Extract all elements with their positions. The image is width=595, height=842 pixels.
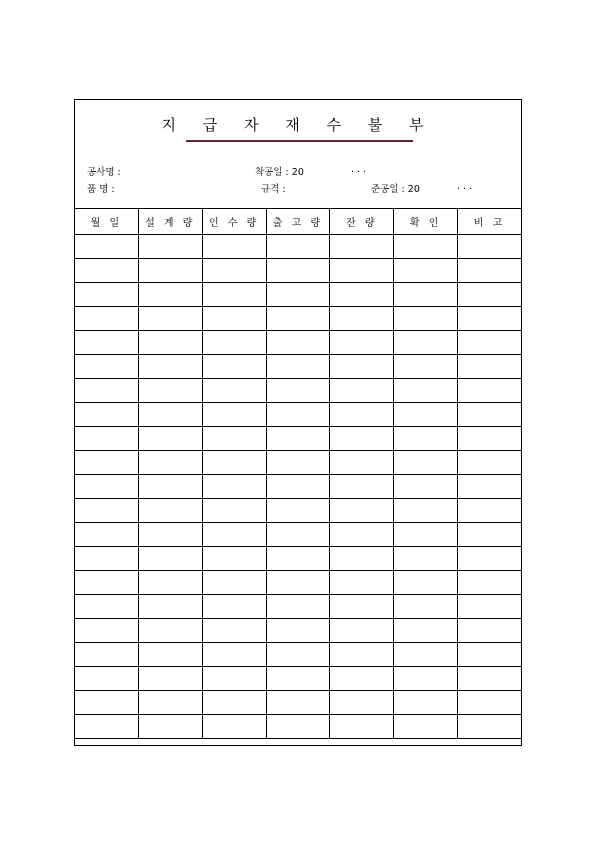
table-cell[interactable]: [138, 595, 202, 619]
table-row: [75, 499, 522, 523]
table-cell[interactable]: [330, 715, 394, 739]
completion-date-separators: . . .: [457, 181, 473, 192]
table-cell[interactable]: [75, 643, 139, 667]
table-row: [75, 379, 522, 403]
table-cell[interactable]: [266, 355, 330, 379]
table-cell[interactable]: [75, 619, 139, 643]
table-cell[interactable]: [330, 427, 394, 451]
table-cell[interactable]: [394, 403, 458, 427]
table-row: [75, 427, 522, 451]
col-header-issued-qty: 출 고 량: [266, 209, 330, 235]
table-cell[interactable]: [458, 379, 522, 403]
table-cell[interactable]: [330, 451, 394, 475]
table-cell[interactable]: [138, 307, 202, 331]
table-cell[interactable]: [458, 715, 522, 739]
table-cell[interactable]: [330, 643, 394, 667]
table-cell[interactable]: [394, 619, 458, 643]
table-cell[interactable]: [202, 379, 266, 403]
table-cell[interactable]: [394, 427, 458, 451]
table-cell[interactable]: [330, 307, 394, 331]
table-cell[interactable]: [458, 355, 522, 379]
table-cell[interactable]: [394, 499, 458, 523]
table-cell[interactable]: [202, 691, 266, 715]
table-cell[interactable]: [138, 235, 202, 259]
start-date-label: 착공일 : 20: [255, 167, 304, 178]
table-row: [75, 475, 522, 499]
col-header-date: 월 일: [75, 209, 139, 235]
table-cell[interactable]: [75, 427, 139, 451]
table-cell[interactable]: [138, 571, 202, 595]
table-cell[interactable]: [75, 259, 139, 283]
table-cell[interactable]: [394, 595, 458, 619]
ledger-table: [74, 208, 522, 739]
table-cell[interactable]: [458, 547, 522, 571]
table-cell[interactable]: [75, 283, 139, 307]
table-cell[interactable]: [394, 331, 458, 355]
table-cell[interactable]: [458, 475, 522, 499]
table-cell[interactable]: [138, 331, 202, 355]
table-cell[interactable]: [75, 307, 139, 331]
table-cell[interactable]: [138, 403, 202, 427]
table-row: [75, 355, 522, 379]
table-cell[interactable]: [330, 595, 394, 619]
ledger-form: [74, 99, 522, 746]
table-cell[interactable]: [330, 259, 394, 283]
table-cell[interactable]: [75, 571, 139, 595]
item-name-label: 품 명 :: [87, 184, 115, 195]
table-cell[interactable]: [330, 523, 394, 547]
table-cell[interactable]: [330, 619, 394, 643]
table-cell[interactable]: [330, 283, 394, 307]
table-row: [75, 523, 522, 547]
table-cell[interactable]: [330, 691, 394, 715]
table-row: [75, 619, 522, 643]
table-cell[interactable]: [202, 259, 266, 283]
table-cell[interactable]: [138, 259, 202, 283]
table-cell[interactable]: [202, 475, 266, 499]
project-name-label: 공사명 :: [87, 167, 121, 178]
table-row: [75, 403, 522, 427]
table-cell[interactable]: [458, 667, 522, 691]
table-cell[interactable]: [138, 475, 202, 499]
table-cell[interactable]: [138, 691, 202, 715]
table-cell[interactable]: [75, 667, 139, 691]
table-cell[interactable]: [394, 283, 458, 307]
table-cell[interactable]: [202, 595, 266, 619]
table-cell[interactable]: [266, 259, 330, 283]
table-cell[interactable]: [330, 499, 394, 523]
table-cell[interactable]: [394, 691, 458, 715]
table-cell[interactable]: [202, 331, 266, 355]
table-cell[interactable]: [394, 547, 458, 571]
table-cell[interactable]: [330, 667, 394, 691]
col-header-received-qty: 인 수 량: [202, 209, 266, 235]
table-row: [75, 451, 522, 475]
table-cell[interactable]: [75, 379, 139, 403]
table-cell[interactable]: [458, 691, 522, 715]
table-cell[interactable]: [138, 619, 202, 643]
table-cell[interactable]: [394, 667, 458, 691]
form-title: 지 급 자 재 수 불 부: [161, 116, 435, 134]
table-cell[interactable]: [458, 307, 522, 331]
table-row: [75, 259, 522, 283]
ledger-body: [75, 235, 522, 739]
table-cell[interactable]: [458, 331, 522, 355]
table-cell[interactable]: [138, 547, 202, 571]
table-cell[interactable]: [330, 331, 394, 355]
table-cell[interactable]: [75, 475, 139, 499]
col-header-design-qty: 설 계 량: [138, 209, 202, 235]
table-cell[interactable]: [138, 283, 202, 307]
table-cell[interactable]: [202, 499, 266, 523]
table-cell[interactable]: [330, 403, 394, 427]
table-cell[interactable]: [458, 427, 522, 451]
table-row: [75, 715, 522, 739]
table-cell[interactable]: [394, 259, 458, 283]
table-cell[interactable]: [458, 643, 522, 667]
table-cell[interactable]: [394, 715, 458, 739]
table-cell[interactable]: [458, 283, 522, 307]
table-row: [75, 643, 522, 667]
table-cell[interactable]: [266, 667, 330, 691]
table-cell[interactable]: [202, 451, 266, 475]
table-cell[interactable]: [202, 643, 266, 667]
table-cell[interactable]: [266, 499, 330, 523]
table-cell[interactable]: [330, 355, 394, 379]
table-cell[interactable]: [266, 307, 330, 331]
table-row: [75, 667, 522, 691]
col-header-remarks: 비 고: [458, 209, 522, 235]
table-cell[interactable]: [458, 235, 522, 259]
table-cell[interactable]: [266, 379, 330, 403]
table-cell[interactable]: [202, 715, 266, 739]
table-cell[interactable]: [330, 475, 394, 499]
table-cell[interactable]: [266, 547, 330, 571]
table-cell[interactable]: [202, 619, 266, 643]
table-cell[interactable]: [458, 259, 522, 283]
table-cell[interactable]: [75, 355, 139, 379]
table-cell[interactable]: [202, 403, 266, 427]
table-cell[interactable]: [202, 523, 266, 547]
table-cell[interactable]: [266, 235, 330, 259]
table-cell[interactable]: [138, 667, 202, 691]
col-header-confirm: 확 인: [394, 209, 458, 235]
table-cell[interactable]: [394, 475, 458, 499]
table-cell[interactable]: [75, 547, 139, 571]
title-underline: [186, 140, 413, 142]
table-cell[interactable]: [202, 427, 266, 451]
table-row: [75, 547, 522, 571]
table-cell[interactable]: [266, 643, 330, 667]
table-cell[interactable]: [266, 595, 330, 619]
table-cell[interactable]: [266, 475, 330, 499]
table-cell[interactable]: [75, 331, 139, 355]
table-cell[interactable]: [394, 379, 458, 403]
table-cell[interactable]: [75, 595, 139, 619]
table-cell[interactable]: [330, 547, 394, 571]
table-cell[interactable]: [266, 451, 330, 475]
table-cell[interactable]: [138, 451, 202, 475]
header-row: [75, 209, 522, 235]
table-cell[interactable]: [266, 619, 330, 643]
table-cell[interactable]: [138, 427, 202, 451]
table-cell[interactable]: [75, 715, 139, 739]
table-row: [75, 283, 522, 307]
table-cell[interactable]: [458, 619, 522, 643]
table-cell[interactable]: [202, 235, 266, 259]
table-cell[interactable]: [75, 403, 139, 427]
table-cell[interactable]: [458, 523, 522, 547]
table-cell[interactable]: [394, 523, 458, 547]
table-cell[interactable]: [266, 403, 330, 427]
table-cell[interactable]: [138, 523, 202, 547]
table-cell[interactable]: [394, 643, 458, 667]
table-cell[interactable]: [266, 691, 330, 715]
table-cell[interactable]: [75, 235, 139, 259]
table-cell[interactable]: [266, 283, 330, 307]
table-cell[interactable]: [330, 571, 394, 595]
table-cell[interactable]: [330, 235, 394, 259]
table-cell[interactable]: [202, 667, 266, 691]
table-cell[interactable]: [138, 499, 202, 523]
table-cell[interactable]: [394, 451, 458, 475]
table-cell[interactable]: [458, 571, 522, 595]
table-cell[interactable]: [394, 571, 458, 595]
table-cell[interactable]: [138, 715, 202, 739]
table-cell[interactable]: [138, 643, 202, 667]
table-row: [75, 307, 522, 331]
table-cell[interactable]: [75, 451, 139, 475]
table-cell[interactable]: [266, 715, 330, 739]
table-cell[interactable]: [75, 691, 139, 715]
table-cell[interactable]: [394, 307, 458, 331]
table-row: [75, 235, 522, 259]
table-cell[interactable]: [202, 547, 266, 571]
table-cell[interactable]: [394, 235, 458, 259]
completion-date-label: 준공일 : 20: [371, 184, 420, 195]
table-cell[interactable]: [330, 379, 394, 403]
table-row: [75, 595, 522, 619]
spec-label: 규격 :: [261, 184, 286, 195]
table-cell[interactable]: [202, 283, 266, 307]
table-row: [75, 331, 522, 355]
table-cell[interactable]: [266, 571, 330, 595]
table-cell[interactable]: [202, 571, 266, 595]
table-cell[interactable]: [138, 379, 202, 403]
table-row: [75, 571, 522, 595]
table-cell[interactable]: [458, 403, 522, 427]
table-row: [75, 691, 522, 715]
table-cell[interactable]: [394, 355, 458, 379]
table-cell[interactable]: [458, 499, 522, 523]
table-cell[interactable]: [458, 451, 522, 475]
table-cell[interactable]: [75, 499, 139, 523]
table-cell[interactable]: [138, 355, 202, 379]
table-cell[interactable]: [75, 523, 139, 547]
table-cell[interactable]: [202, 355, 266, 379]
table-cell[interactable]: [266, 427, 330, 451]
table-cell[interactable]: [458, 595, 522, 619]
table-cell[interactable]: [266, 331, 330, 355]
table-cell[interactable]: [202, 307, 266, 331]
start-date-separators: . . .: [351, 164, 367, 175]
col-header-balance: 잔 량: [330, 209, 394, 235]
table-cell[interactable]: [266, 523, 330, 547]
